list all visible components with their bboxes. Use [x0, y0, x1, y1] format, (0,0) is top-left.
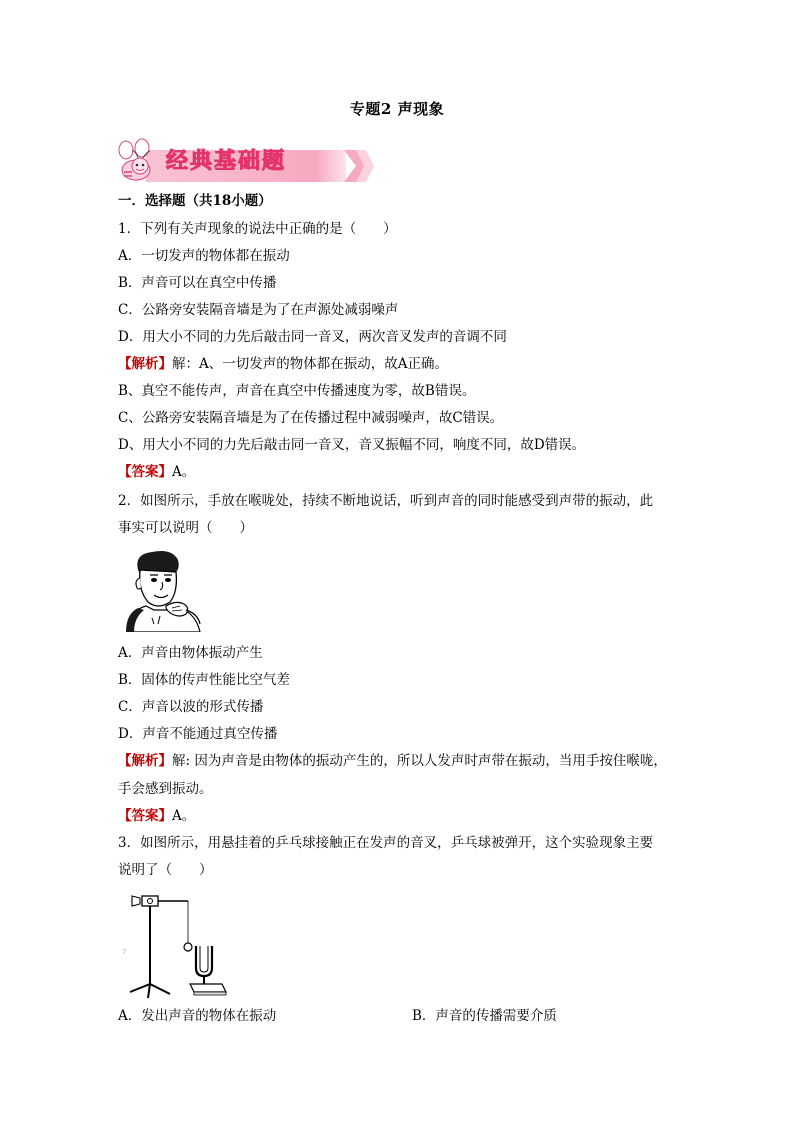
- analysis-text: 解: 因为声音是由物体的振动产生的，所以人发声时声带在振动，当用手按住喉咙，: [172, 753, 667, 769]
- answer-tag: 【答案】: [118, 464, 172, 480]
- tuning-fork-illustration: [118, 884, 238, 999]
- q2-analysis-line2: 手会感到振动。: [118, 781, 213, 797]
- q2-stem-line1: 2．如图所示，手放在喉咙处，持续不断地说话，听到声音的同时能感受到声带的振动，此: [118, 493, 654, 509]
- answer-text: A。: [172, 464, 196, 480]
- throat-illustration: [120, 548, 206, 632]
- q3-option-b: B．声音的传播需要介质: [412, 1008, 557, 1024]
- q2-option-c: C．声音以波的形式传播: [118, 699, 264, 715]
- q2-option-b: B．固体的传声性能比空气差: [118, 672, 290, 688]
- q2-answer: [118, 806, 195, 826]
- q2-option-d: D．声音不能通过真空传播: [118, 726, 278, 742]
- q1-option-a: A．一切发声的物体都在振动: [118, 248, 290, 264]
- answer-text: A。: [172, 808, 196, 824]
- q1-analysis-d: D、用大小不同的力先后敲击同一音叉，音叉振幅不同，响度不同，故D错误。: [118, 437, 586, 453]
- answer-tag: 【答案】: [118, 808, 172, 824]
- q3-stem-line2: 说明了（ ）: [118, 862, 213, 878]
- analysis-tag: 【解析】: [118, 753, 172, 769]
- q3-option-a: A．发出声音的物体在振动: [118, 1008, 277, 1024]
- q1-answer: [118, 462, 195, 482]
- q1-analysis: [118, 354, 448, 374]
- svg-text:7: 7: [122, 948, 127, 956]
- bee-icon: [119, 139, 150, 180]
- q2-analysis: [118, 751, 667, 771]
- q1-analysis-c: C、公路旁安装隔音墙是为了在传播过程中减弱噪声，故C错误。: [118, 410, 504, 426]
- q1-analysis-b: B、真空不能传声，声音在真空中传播速度为零，故B错误。: [118, 383, 476, 399]
- banner-title: 经典基础题: [166, 149, 287, 174]
- section-banner: [116, 136, 374, 186]
- q3-stem-line1: 3．如图所示，用悬挂着的乒乓球接触正在发声的音叉，乒乓球被弹开，这个实验现象主要: [118, 835, 654, 851]
- q1-stem: 1．下列有关声现象的说法中正确的是（ ）: [118, 221, 397, 237]
- q2-option-a: A．声音由物体振动产生: [118, 645, 263, 661]
- section-heading: 一．选择题（共18小题）: [118, 193, 272, 209]
- q1-option-b: B．声音可以在真空中传播: [118, 275, 277, 291]
- q1-option-c: C．公路旁安装隔音墙是为了在声源处减弱噪声: [118, 302, 399, 318]
- q1-option-d: D．用大小不同的力先后敲击同一音叉，两次音叉发声的音调不同: [118, 329, 507, 345]
- page-title: 专题2 声现象: [349, 100, 445, 118]
- analysis-text: 解：A、一切发声的物体都在振动，故A正确。: [172, 356, 448, 372]
- analysis-tag: 【解析】: [118, 356, 172, 372]
- q2-stem-line2: 事实可以说明（ ）: [118, 520, 253, 536]
